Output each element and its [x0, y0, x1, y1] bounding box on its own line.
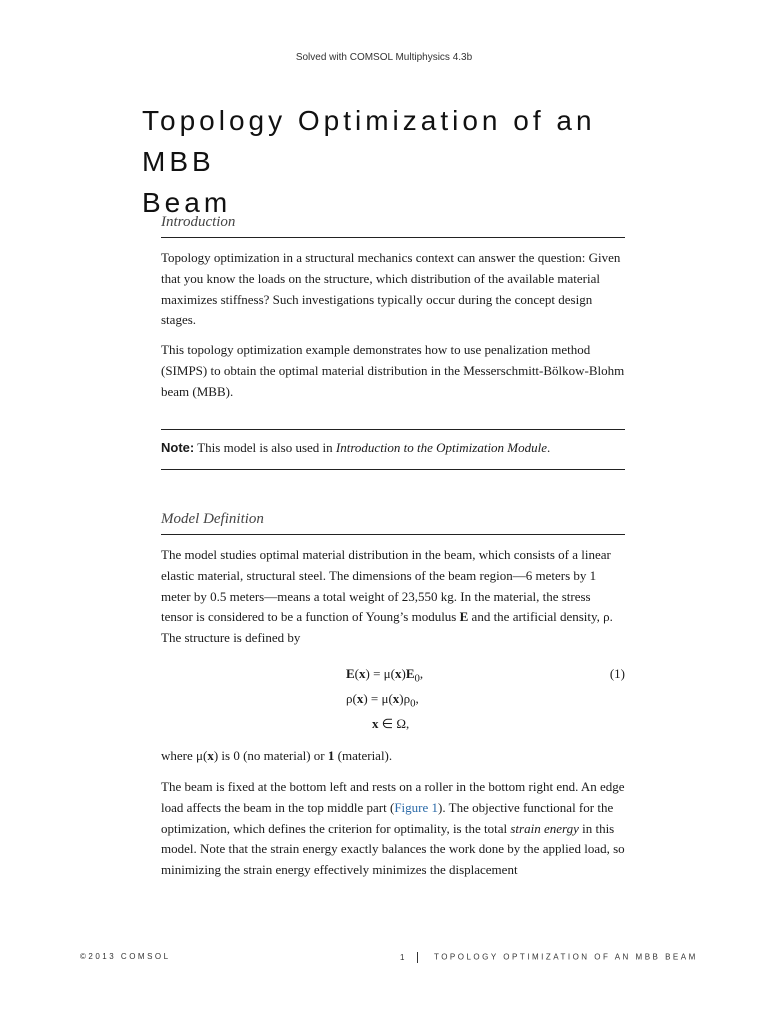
eq-part: (	[354, 666, 360, 681]
introduction-paragraph-2: This topology optimization example demonstrates how to use penalization method (SIMPS) to obtain the optimal material distribution in the Messerschmitt-Bölkow-Blohm beam (MBB).	[161, 342, 625, 399]
eq-part: ,	[415, 691, 419, 706]
emphasis-text: strain energy	[510, 820, 579, 836]
introduction-heading: Introduction	[161, 214, 625, 238]
note-reference[interactable]: Introduction to the Optimization Module	[335, 440, 548, 455]
symbol-one: 1	[327, 748, 335, 763]
text-run: (material).	[334, 748, 393, 763]
equation-line-2	[161, 691, 625, 710]
page-title-line-1: Topology Optimization of an MBB	[142, 105, 596, 177]
note-end: .	[547, 440, 551, 455]
text-run: ). The objective functional for the optimization, which defines the criterion for optimality, is the total	[161, 799, 614, 836]
eq-part: ,	[419, 666, 424, 681]
footer-right	[400, 952, 698, 963]
page-title-line-2: Beam	[142, 187, 232, 218]
note-box	[161, 429, 625, 470]
equation-line-1	[161, 666, 625, 685]
eq-part: )	[401, 666, 406, 681]
symbol-x: x	[356, 691, 364, 706]
running-header: Solved with COMSOL Multiphysics 4.3b	[295, 52, 473, 63]
symbol-x: x	[372, 716, 379, 731]
note-text: This model is also used in	[194, 440, 336, 455]
symbol-x: x	[392, 691, 400, 706]
model-definition-paragraph-2	[161, 746, 625, 767]
subscript: 0	[414, 672, 420, 685]
page-number: 1	[400, 952, 407, 962]
eq-part: ) = μ(	[365, 666, 395, 681]
text-run: The model studies optimal material distribution in the beam, which consists of a linear elastic material, structural steel. The dimensions of the beam region—6 meters by 1 meter by 0.5 meters—means a total weight of 23,550 kg. In the material, the stress tensor is considered to be a function of Young’s modulus	[161, 547, 611, 625]
symbol-E: E	[405, 666, 415, 681]
text-run: The beam is fixed at the bottom left and rests on a roller in the bottom right end. An edge load affects the beam in the top middle part (	[161, 779, 625, 815]
note-label: Note:	[161, 440, 195, 455]
footer-copyright: ©2013 COMSOL	[80, 952, 171, 961]
introduction-paragraph-1: Topology optimization in a structural mechanics context can answer the question: Given that you know the loads on the structure, which distribution of the available material maximizes stiffness? Such investigations typically occur during the concept design stages.	[161, 250, 621, 328]
eq-part: ρ(	[346, 691, 357, 706]
footer-divider	[417, 952, 418, 963]
eq-part: )ρ	[399, 691, 411, 706]
eq-part: ) = μ(	[363, 691, 393, 706]
model-definition-paragraph-1	[161, 545, 625, 649]
symbol-x: x	[359, 666, 366, 681]
eq-part: ∈ Ω,	[378, 716, 410, 731]
symbol-E: E	[459, 609, 469, 625]
text-run: where μ(	[161, 748, 208, 763]
text-run: ) is 0 (no material) or	[213, 748, 328, 763]
equation-line-3	[161, 716, 625, 732]
subscript: 0	[410, 697, 416, 710]
text-run: and the artificial density, ρ. The structure is defined by	[161, 609, 613, 646]
footer-running-title: TOPOLOGY OPTIMIZATION OF AN MBB BEAM	[433, 952, 698, 962]
symbol-x: x	[207, 748, 214, 763]
equation-number: (1)	[609, 666, 625, 681]
symbol-x: x	[394, 666, 402, 681]
model-definition-paragraph-3	[161, 777, 625, 881]
page-title	[142, 100, 642, 223]
figure-link[interactable]: Figure 1	[394, 799, 439, 815]
model-definition-heading: Model Definition	[161, 511, 625, 535]
page-footer	[0, 952, 768, 966]
text-run: in this model. Note that the strain energy exactly balances the work done by the applied load, so minimizing the strain energy effectively minimizes the displacement	[161, 820, 625, 878]
symbol-E: E	[346, 666, 355, 681]
